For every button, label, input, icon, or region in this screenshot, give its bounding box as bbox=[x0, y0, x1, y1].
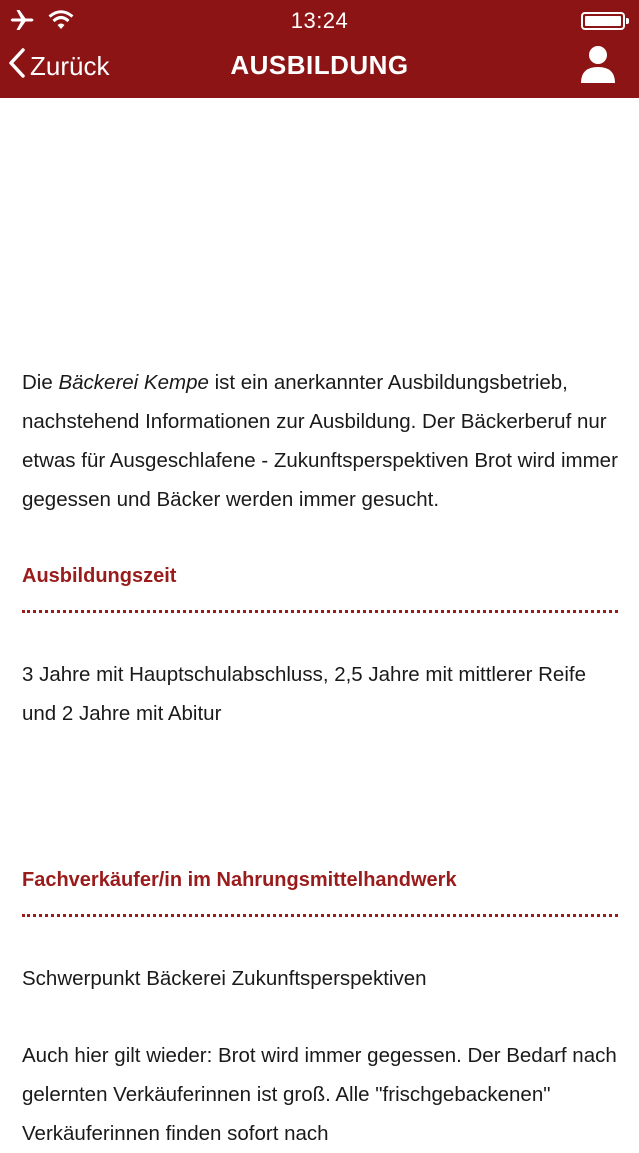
company-name: Bäckerei Kempe bbox=[58, 371, 209, 394]
intro-text-rest: ist ein anerkannter Ausbildungsbetrieb, nachstehend Informationen zur Ausbildung. Der Bäckerberuf nur etwas für Ausgeschlafene - Zukunftsperspektiven Brot wird immer gegessen und Bäcker werden immer gesucht. bbox=[22, 371, 618, 511]
main-content bbox=[22, 98, 622, 1153]
section-divider bbox=[22, 914, 618, 917]
person-icon bbox=[579, 71, 617, 88]
status-time: 13:24 bbox=[290, 8, 349, 33]
section-paragraph: 3 Jahre mit Hauptschulabschluss, 2,5 Jahre mit mittlerer Reife und 2 Jahre mit Abitur bbox=[22, 663, 586, 725]
profile-button[interactable] bbox=[579, 44, 617, 84]
section-title-ausbildungszeit: Ausbildungszeit bbox=[22, 565, 177, 587]
page-title: AUSBILDUNG bbox=[230, 50, 409, 80]
battery-icon bbox=[581, 12, 625, 30]
back-button-label: Zurück bbox=[30, 50, 110, 81]
app-header bbox=[0, 0, 639, 98]
status-bar bbox=[0, 0, 639, 40]
intro-text-start: Die bbox=[22, 371, 59, 394]
section-divider bbox=[22, 610, 618, 613]
navigation-bar bbox=[0, 40, 639, 92]
section-paragraph: Auch hier gilt wieder: Brot wird immer gegessen. Der Bedarf nach gelernten Verkäuferinnen ist groß. Alle "frischgebackenen" Verkäuferinnen finden sofort nach bbox=[22, 1044, 617, 1145]
intro-paragraph bbox=[22, 363, 622, 519]
section-title-fachverkaeufer: Fachverkäufer/in im Nahrungsmittelhandwerk bbox=[22, 869, 457, 891]
section-paragraph: Schwerpunkt Bäckerei Zukunftsperspektiven bbox=[22, 967, 427, 990]
